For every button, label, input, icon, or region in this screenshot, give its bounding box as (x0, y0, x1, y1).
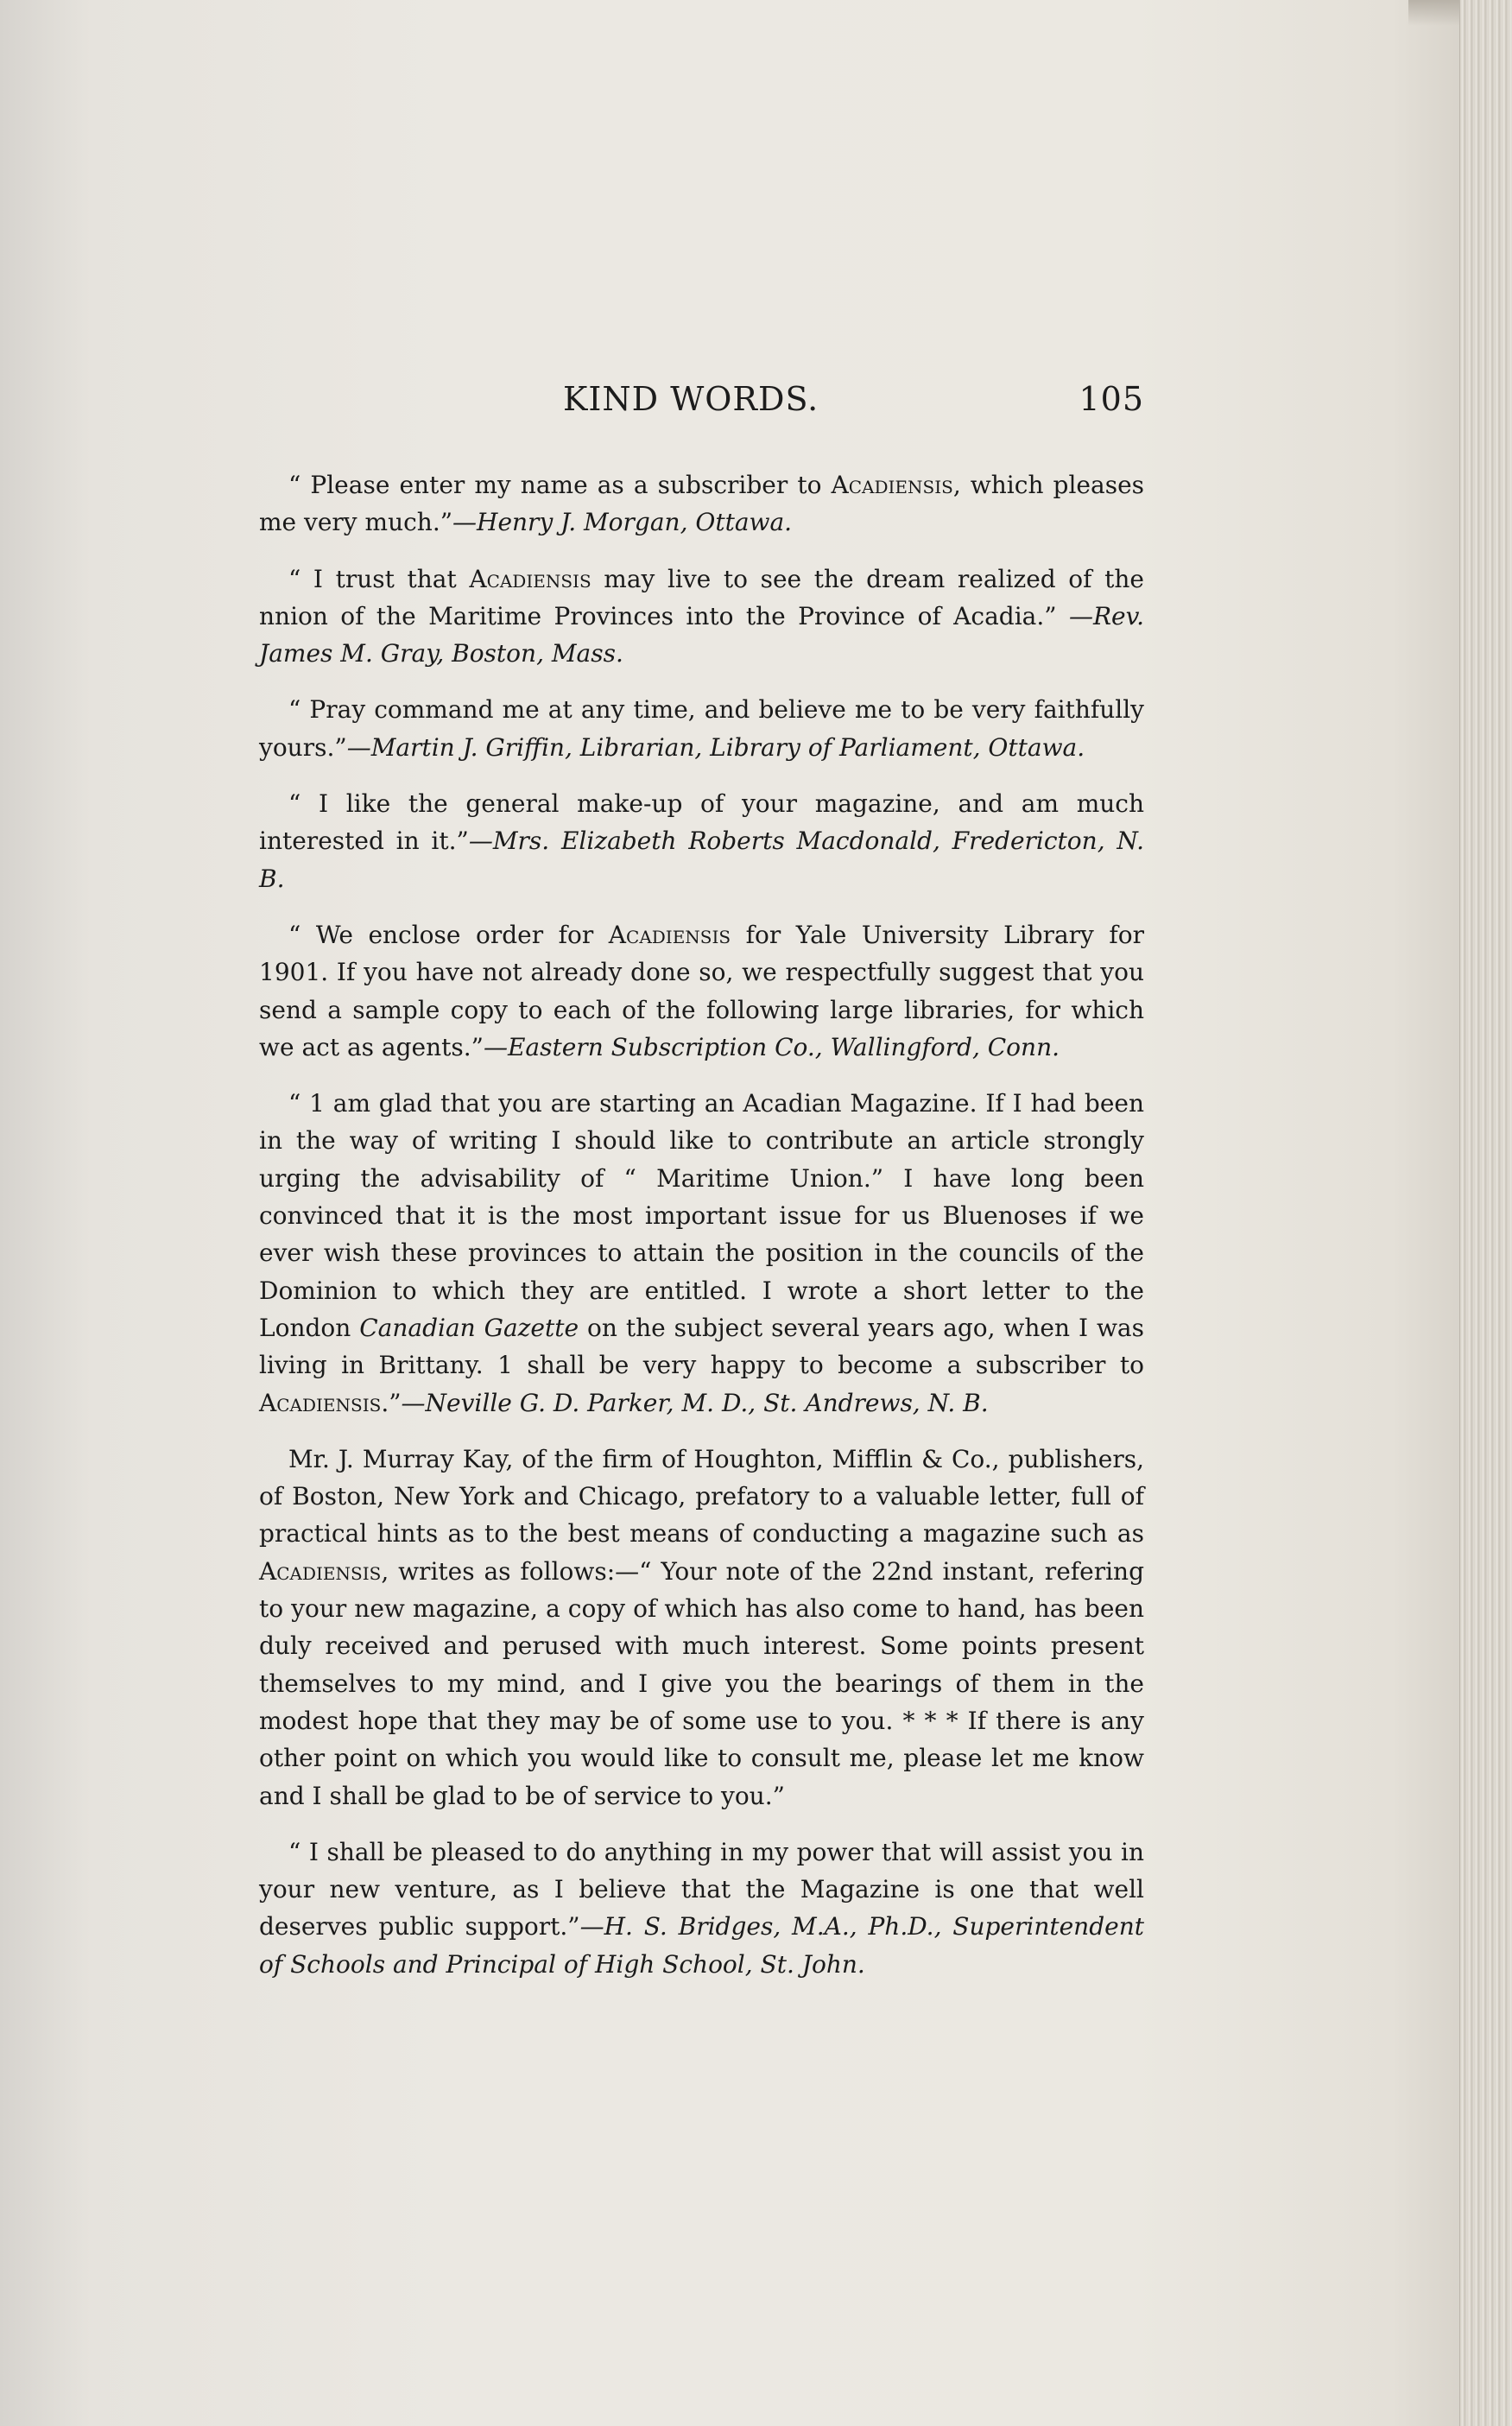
quote-text: , which pleases me very much.” (259, 471, 1145, 537)
running-header (259, 380, 1144, 423)
page-number: 105 (1079, 380, 1144, 418)
quote-text: Mr. J. Murray Kay, of the firm of Houghton, Mifflin & Co., publishers, of Boston, New York and Chicago, prefatory to a valuable letter, full of practical hints as to the best means of conducting a magazine such as (259, 1444, 1144, 1549)
testimonial-paragraph (259, 691, 1144, 766)
magazine-name: Acadiensis (608, 920, 731, 949)
quote-text: on the subject several years ago, when I was living in Brittany. 1 shall be very happy to become a subscriber to (259, 1313, 1144, 1380)
magazine-name: Acadiensis (259, 1388, 382, 1417)
testimonial-paragraph (259, 1834, 1144, 1983)
quote-text: “ 1 am glad that you are starting an Acadian Magazine. If I had been in the way of writing I should like to contribute an article strongly urging the advisability of “ Maritime Union.” I have long been convinced that it is the most important issue for us Bluenoses if we ever wish these provinces to attain the position in the councils of the Dominion to which they are entitled. I wrote a short letter to the London (259, 1089, 1144, 1342)
quote-text: “ I trust that (288, 564, 470, 593)
quote-text: for Yale University Library for 1901. If you have not already done so, we respectfully suggest that you send a sample copy to each of the following large libraries, for which we act as agents.” (259, 920, 1145, 1061)
newspaper-title: Canadian Gazette (359, 1313, 579, 1342)
quote-text: .” (381, 1388, 402, 1417)
quote-text: “ We enclose order for (288, 920, 609, 949)
testimonial-paragraph (259, 1085, 1144, 1422)
quote-text: “ Please enter my name as a subscriber to (288, 471, 832, 499)
attribution: —Martin J. Griffin, Librarian, Library of Parliament, Ottawa. (346, 732, 1085, 762)
magazine-name: Acadiensis (831, 471, 953, 499)
body-text (259, 466, 1144, 1983)
attribution: —Neville G. D. Parker, M. D., St. Andrews, N. B. (401, 1388, 989, 1417)
attribution: —H. S. Bridges, M.A., Ph.D., Superintendent of Schools and Principal of High School, St. John. (259, 1912, 1144, 1979)
testimonial-paragraph (259, 1441, 1144, 1815)
page-edge-stack (1459, 0, 1512, 2426)
quote-text: “ I like the general make-up of your magazine, and am much interested in it.” (259, 789, 1144, 856)
quote-text: “ Pray command me at any time, and believe me to be very faithfully yours.” (259, 695, 1144, 762)
quote-text: “ I shall be pleased to do anything in my power that will assist you in your new venture, as I believe that the Magazine is one that well deserves public support.” (259, 1837, 1144, 1941)
testimonial-paragraph (259, 785, 1144, 897)
testimonial-paragraph (259, 466, 1144, 542)
attribution: —Eastern Subscription Co., Wallingford, Conn. (483, 1032, 1060, 1061)
testimonial-paragraph (259, 561, 1144, 673)
magazine-name: Acadiensis (259, 1556, 382, 1586)
running-title: KIND WORDS. (563, 380, 819, 418)
attribution: —Rev. James M. Gray, Boston, Mass. (259, 601, 1144, 668)
quote-text: may live to see the dream realized of the nnion of the Maritime Provinces into the Province of Acadia.” (259, 564, 1144, 630)
quote-text: , writes as follows:—“ Your note of the 22nd instant, refering to your new magazine, a copy of which has also come to hand, has been duly received and perused with much interest. Some points present themselves to my mind, and I give you the bearings of them in the modest hope that they may be of some use to you. * * * If there is any other point on which you would like to consult me, please let me know and I shall be glad to be of service to you.” (259, 1556, 1144, 1810)
magazine-name: Acadiensis (469, 564, 592, 593)
attribution: —Henry J. Morgan, Ottawa. (452, 508, 793, 537)
testimonial-paragraph (259, 916, 1144, 1066)
attribution: —Mrs. Elizabeth Roberts Macdonald, Fredericton, N. B. (259, 827, 1144, 893)
